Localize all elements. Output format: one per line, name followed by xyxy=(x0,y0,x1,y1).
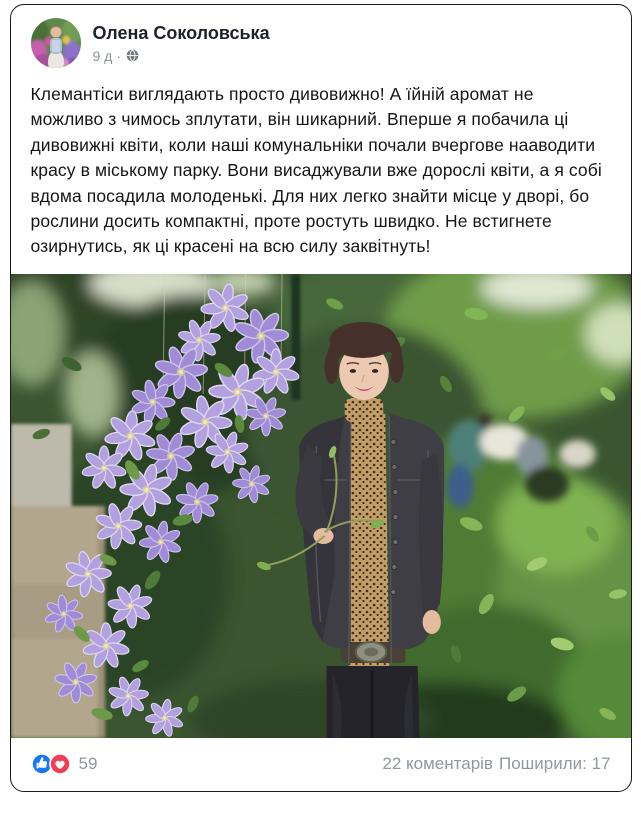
reaction-summary[interactable] xyxy=(31,753,98,775)
privacy-globe-icon xyxy=(126,49,139,62)
post-card xyxy=(10,4,632,792)
shares-count[interactable]: Поширили: 17 xyxy=(498,754,611,774)
meta-separator: · xyxy=(116,47,122,64)
photo-illustration xyxy=(11,274,631,738)
post-text: Клемантіси виглядають просто дивовижно! А їйній аромат не можливо з чимось зплутати, він шикарний. Вперше я побачила ці дивовижні квіти, коли наші комунальніки почали вчергове нааводити красу в міському парку. Вони висаджували вже дорослі квіти, а я собі вдома посадила молоденькі. Для них легко знайти місце у дворі, бо рослини досить компактні, проте ростуть швидко. Не встигнете озирнутись, як ці красені на всю силу заквітнуть! xyxy=(30,84,602,257)
post-header xyxy=(11,5,631,76)
comments-count[interactable]: 22 коментарів xyxy=(382,754,493,774)
avatar-image xyxy=(31,18,81,68)
header-text xyxy=(93,22,270,64)
author-name[interactable]: Олена Соколовська xyxy=(92,23,270,44)
reaction-count[interactable]: 59 xyxy=(78,754,98,774)
post-timestamp[interactable]: 9 д xyxy=(92,47,113,64)
avatar[interactable] xyxy=(31,18,81,68)
post-meta xyxy=(93,48,270,64)
post-photo[interactable] xyxy=(11,274,631,738)
footer-meta xyxy=(382,754,610,774)
love-icon xyxy=(49,753,71,775)
post-footer xyxy=(11,738,631,791)
